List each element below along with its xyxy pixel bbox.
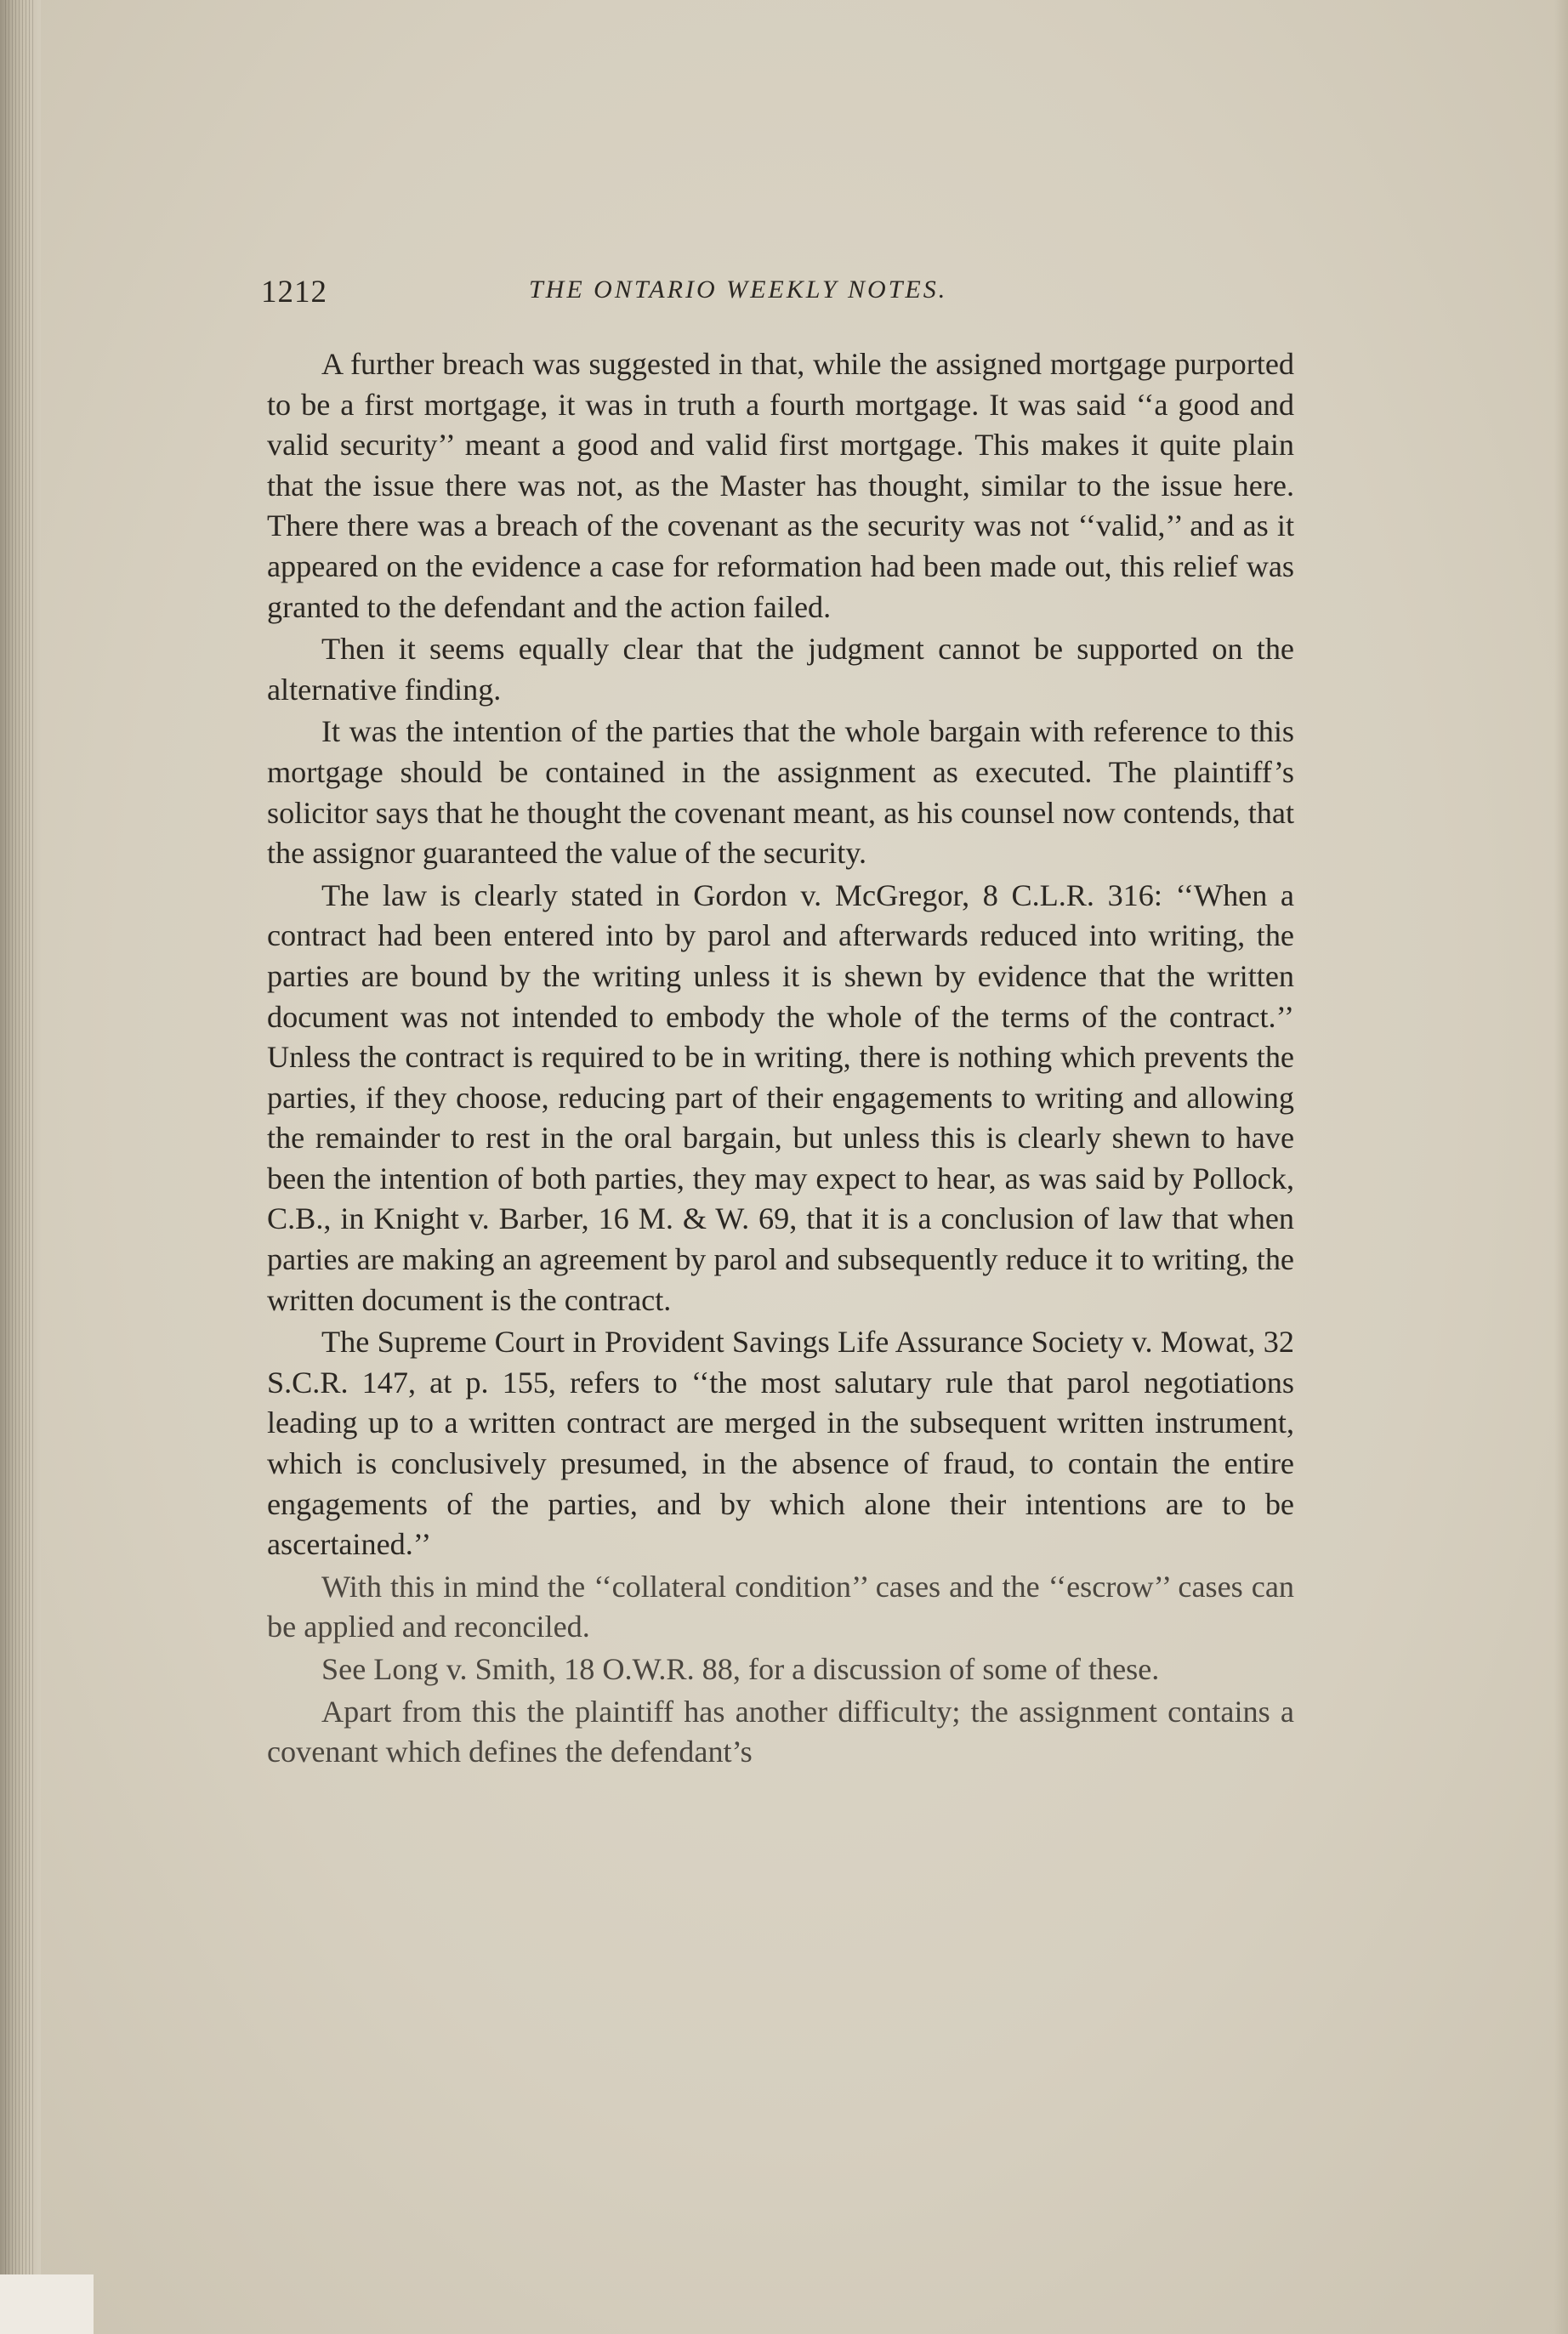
journal-title: THE ONTARIO WEEKLY NOTES. bbox=[529, 275, 948, 304]
paragraph: The law is clearly stated in Gordon v. McGregor, 8 C.L.R. 316: ‘‘When a contract had been entered into by parol and afterwards reduced into writing, the parties are bound by the writing unless it is shewn by evidence that the written document was not intended to embody the whole of the terms of the contract.’’ Unless the contract is required to be in writing, there is nothing which prevents the parties, if they choose, reducing part of their engagements to writing and allowing the remainder to rest in the oral bargain, but unless this is clearly shewn to have been the intention of both parties, they may expect to hear, as was said by Pollock, C.B., in Knight v. Barber, 16 M. & W. 69, that it is a conclusion of law that when parties are making an agreement by parol and subsequently reduce it to writing, the written document is the contract. bbox=[267, 877, 1294, 1317]
paragraph: With this in mind the ‘‘collateral condition’’ cases and the ‘‘escrow’’ cases can be applied and reconciled. bbox=[267, 1569, 1294, 1644]
paragraph: Apart from this the plaintiff has another difficulty; the assignment contains a covenant which defines the defendant’s bbox=[267, 1694, 1294, 1769]
page-number: 1212 bbox=[261, 275, 327, 309]
body-text bbox=[267, 344, 1294, 1775]
page-corner bbox=[0, 2274, 94, 2334]
paragraph: See Long v. Smith, 18 O.W.R. 88, for a discussion of some of these. bbox=[321, 1652, 1160, 1686]
page-right-edge bbox=[1554, 0, 1568, 2334]
running-head bbox=[261, 274, 1307, 316]
paragraph: A further breach was suggested in that, while the assigned mortgage purported to be a first mortgage, it was in truth a fourth mortgage. It was said ‘‘a good and valid security’’ meant a good and valid first mortgage. This makes it quite plain that the issue there was not, as the Master has thought, similar to the issue here. There there was a breach of the covenant as the security was not ‘‘valid,’’ and as it appeared on the evidence a case for reformation had been made out, this relief was granted to the defendant and the action failed. bbox=[267, 347, 1294, 624]
binding-page-edges bbox=[5, 0, 34, 2334]
paragraph: It was the intention of the parties that the whole bargain with reference to this mortgage should be contained in the assignment as executed. The plaintiff’s solicitor says that he thought the covenant meant, as his counsel now contends, that the assignor guaranteed the value of the security. bbox=[267, 714, 1294, 871]
paragraph: The Supreme Court in Provident Savings Life Assurance Society v. Mowat, 32 S.C.R. 147, at p. 155, refers to ‘‘the most salutary rule that parol negotiations leading up to a written contract are merged in the subsequent written instrument, which is conclusively presumed, in the absence of fraud, to contain the entire engagements of the parties, and by which alone their intentions are to be ascertained.’’ bbox=[267, 1325, 1294, 1562]
paragraph: Then it seems equally clear that the judgment cannot be supported on the alternative finding. bbox=[267, 632, 1294, 707]
